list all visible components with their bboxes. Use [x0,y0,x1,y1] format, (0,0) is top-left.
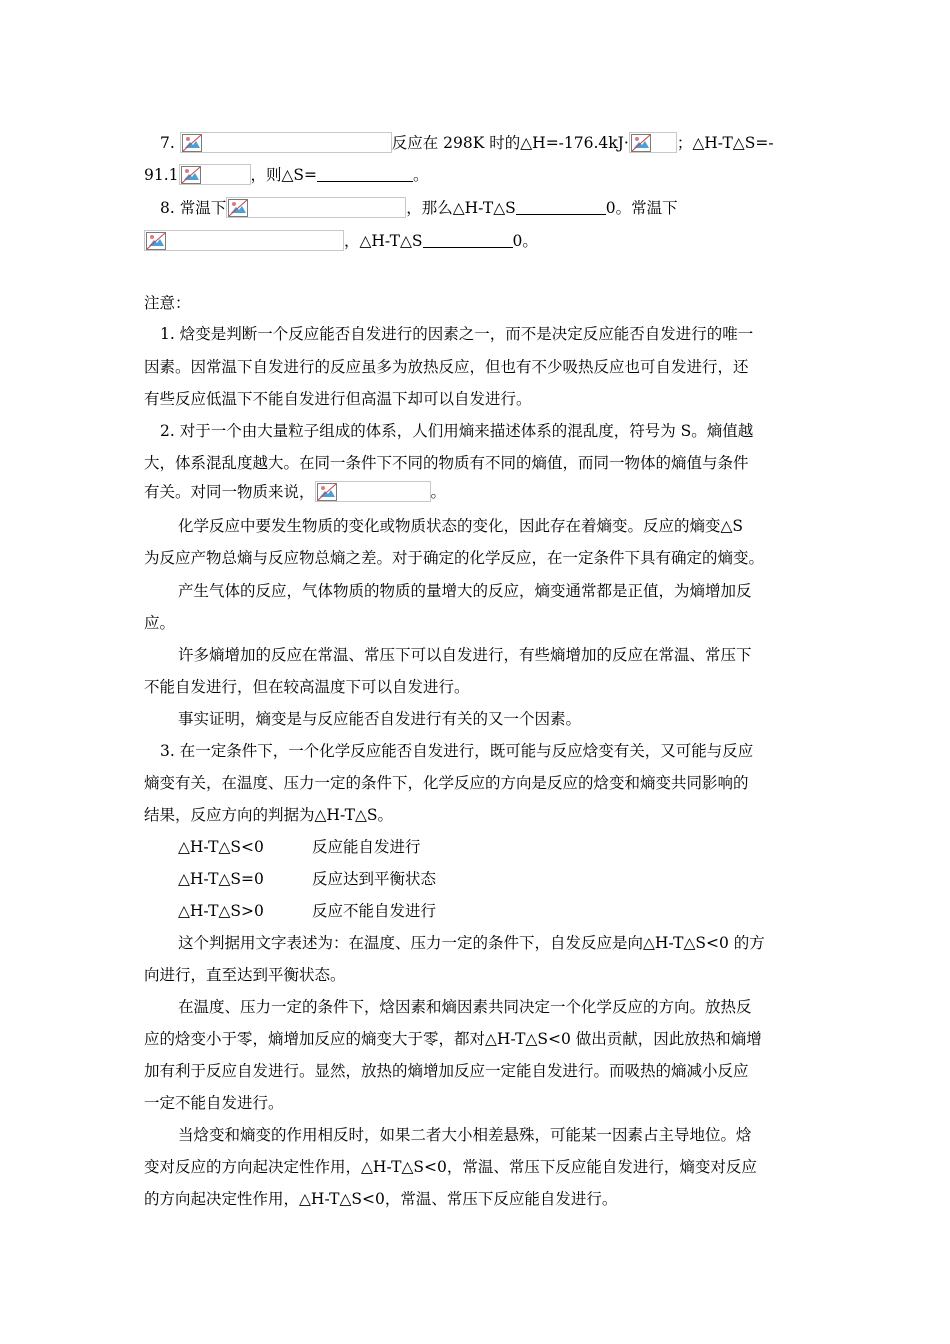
answer-blank[interactable] [516,200,606,215]
criterion-result: 反应达到平衡状态 [312,870,437,888]
paragraph-line: 向进行，直至达到平衡状态。 [144,966,346,984]
note-2-text: 。 [430,483,447,501]
question-8-text: ，△H-T△S [344,232,423,250]
criterion-condition: △H-T△S=0 [178,870,264,888]
criterion-result: 反应能自发进行 [312,838,421,856]
note-1-line: 1. 焓变是判断一个反应能否自发进行的因素之一，而不是决定反应能否自发进行的唯一 [160,325,754,343]
question-7-line-1 [160,132,830,154]
question-7-text: ，则△S= [250,166,318,184]
note-1-line: 有些反应低温下不能自发进行但高温下却可以自发进行。 [144,390,532,408]
paragraph-line: 的方向起决定性作用，△H-T△S<0，常温、常压下反应能自发进行。 [144,1190,618,1208]
broken-image-icon [144,230,344,251]
paragraph-line: 不能自发进行，但在较高温度下可以自发进行。 [144,678,470,696]
note-2-line [144,481,814,503]
note-3-line: 熵变有关，在温度、压力一定的条件下，化学反应的方向是反应的焓变和熵变共同影响的 [144,774,749,792]
question-7-number: 7. [160,134,175,152]
criterion-condition: △H-T△S>0 [178,902,264,920]
question-7-text: ；△H-T△S=- [676,134,774,152]
question-8-line-1 [160,197,830,219]
paragraph-line: 应。 [144,614,176,632]
question-8-text: 常温下 [179,199,227,217]
broken-image-icon [226,197,406,218]
note-title: 注意： [144,294,191,312]
paragraph-line: 应的焓变小于零，熵增加反应的熵变大于零，都对△H-T△S<0 做出贡献，因此放热和熵增 [144,1030,762,1048]
paragraph-line: 许多熵增加的反应在常温、常压下可以自发进行，有些熵增加的反应在常温、常压下 [178,646,752,664]
paragraph-line: 产生气体的反应，气体物质的物质的量增大的反应，熵变通常都是正值，为熵增加反 [178,582,752,600]
note-2-line: 大，体系混乱度越大。在同一条件下不同的物质有不同的熵值，而同一物体的熵值与条件 [144,454,749,472]
note-3-line: 结果，反应方向的判据为△H-T△S。 [144,806,393,824]
question-8-line-2 [144,230,814,252]
question-7-text: 反应在 298K 时的△H=-176.4kJ· [391,134,629,152]
criterion-row [178,836,848,858]
paragraph-line: 在温度、压力一定的条件下，焓因素和熵因素共同决定一个化学反应的方向。放热反 [178,998,752,1016]
broken-image-icon [180,132,392,153]
paragraph-line: 化学反应中要发生物质的变化或物质状态的变化，因此存在着熵变。反应的熵变△S [178,517,744,535]
broken-image-icon [315,481,431,502]
note-2-text: 有关。对同一物质来说， [144,483,315,501]
criterion-row [178,900,848,922]
criterion-row [178,868,848,890]
question-8-text: ，那么△H-T△S [406,199,516,217]
paragraph-line: 事实证明，熵变是与反应能否自发进行有关的又一个因素。 [178,710,582,728]
paragraph-line: 为反应产物总熵与反应物总熵之差。对于确定的化学反应，在一定条件下具有确定的熵变。 [144,549,765,567]
note-3-line: 3. 在一定条件下，一个化学反应能否自发进行，既可能与反应焓变有关，又可能与反应 [160,742,754,760]
paragraph-line: 变对反应的方向起决定性作用，△H-T△S<0，常温、常压下反应能自发进行，熵变对反应 [144,1158,757,1176]
criterion-result: 反应不能自发进行 [312,902,437,920]
note-1-line: 因素。因常温下自发进行的反应虽多为放热反应，但也有不少吸热反应也可自发进行，还 [144,358,749,376]
paragraph-line: 一定不能自发进行。 [144,1094,284,1112]
note-2-line: 2. 对于一个由大量粒子组成的体系，人们用熵来描述体系的混乱度，符号为 S。熵值越 [160,422,754,440]
paragraph-line: 这个判据用文字表述为：在温度、压力一定的条件下，自发反应是向△H-T△S<0 的方 [178,934,765,952]
answer-blank[interactable] [423,233,513,248]
question-7-text: 91.1 [144,166,179,184]
question-8-number: 8. [160,199,175,217]
question-7-line-2 [144,164,814,186]
criterion-condition: △H-T△S<0 [178,838,264,856]
broken-image-icon [179,164,251,185]
question-7-text: 。 [413,166,429,184]
question-8-text: 0。 [512,232,538,250]
question-8-text: 0。常温下 [605,199,678,217]
answer-blank[interactable] [317,167,413,182]
broken-image-icon [629,132,677,153]
paragraph-line: 加有利于反应自发进行。显然，放热的熵增加反应一定能自发进行。而吸热的熵减小反应 [144,1062,749,1080]
paragraph-line: 当焓变和熵变的作用相反时，如果二者大小相差悬殊，可能某一因素占主导地位。焓 [178,1126,752,1144]
